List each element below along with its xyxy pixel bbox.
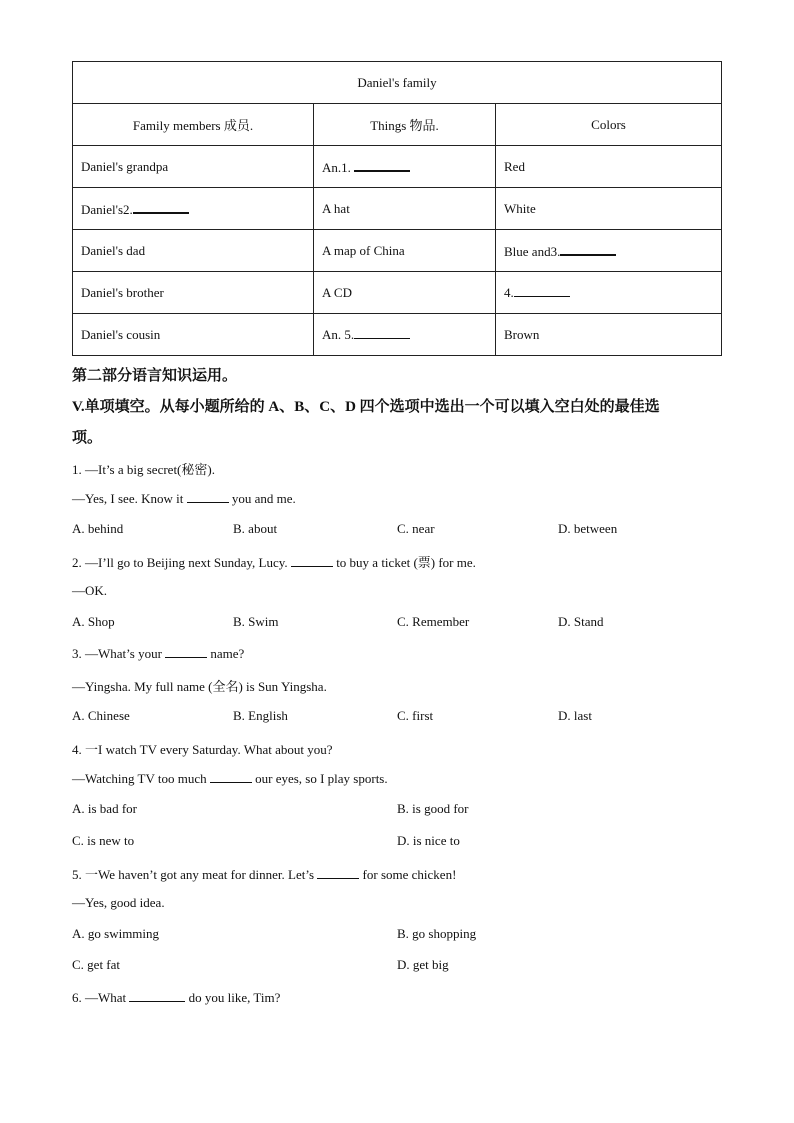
question-text: name?	[207, 646, 245, 661]
cell-member: Daniel's grandpa	[81, 158, 169, 174]
question-text: 1. —It’s a big secret(秘密).	[72, 462, 215, 477]
answer-option[interactable]: C. near	[397, 521, 435, 536]
question-line	[72, 645, 244, 662]
part-two-title: 第二部分语言知识运用。	[72, 368, 238, 384]
answer-blank[interactable]	[560, 242, 616, 256]
table-header-row	[73, 104, 722, 146]
answer-blank[interactable]	[514, 284, 570, 297]
question-text: —OK.	[72, 583, 108, 598]
answer-blank[interactable]	[165, 645, 207, 658]
answer-option[interactable]: D. get big	[397, 957, 449, 972]
answer-option[interactable]: A. go swimming	[72, 926, 160, 941]
answer-blank[interactable]	[354, 326, 410, 339]
question-text: do you like, Tim?	[185, 990, 281, 1005]
cell-member: Daniel's2.	[81, 201, 133, 217]
question-line	[72, 552, 476, 571]
table-row	[73, 146, 722, 188]
cell-member: Daniel's dad	[81, 242, 146, 258]
answer-blank[interactable]	[354, 158, 410, 172]
answer-option[interactable]: C. Remember	[397, 614, 470, 629]
question-text: our eyes, so I play sports.	[251, 771, 388, 786]
answer-option[interactable]: B. English	[233, 708, 288, 723]
cell-thing: A CD	[322, 284, 352, 300]
answer-option[interactable]: A. behind	[72, 521, 124, 536]
question-text: 3. —What’s your	[72, 646, 166, 661]
answer-option[interactable]: D. is nice to	[397, 833, 460, 848]
answer-option[interactable]: C. get fat	[72, 957, 121, 972]
table-title: Daniel's family	[73, 62, 722, 104]
cell-thing: An.1.	[322, 159, 351, 175]
answer-option[interactable]: D. between	[558, 521, 618, 536]
cell-color: Blue and3.	[504, 243, 561, 259]
question-line	[72, 490, 296, 507]
answer-option[interactable]: C. is new to	[72, 833, 135, 848]
question-text: for some chicken!	[359, 867, 457, 882]
answer-blank[interactable]	[291, 554, 333, 567]
cell-color: 4.	[504, 285, 514, 300]
cell-thing: A map of China	[322, 242, 405, 258]
answer-option[interactable]: B. go shopping	[397, 926, 477, 941]
answer-option[interactable]: A. is bad for	[72, 801, 137, 816]
family-table	[72, 61, 722, 356]
question-text: 4. 一I watch TV every Saturday. What about you?	[72, 742, 333, 757]
header-colors: Colors	[496, 104, 722, 146]
question-line	[72, 989, 280, 1006]
table-row	[73, 272, 722, 314]
question-text: —Yes, I see. Know it	[72, 491, 187, 506]
cell-color: Brown	[504, 326, 540, 342]
question-text: you and me.	[228, 491, 296, 506]
answer-blank[interactable]	[187, 490, 229, 503]
question-line	[72, 770, 388, 787]
answer-option[interactable]: B. is good for	[397, 801, 469, 816]
table-row	[73, 314, 722, 356]
cell-thing: A hat	[322, 200, 350, 216]
table-row	[73, 188, 722, 230]
question-line	[72, 739, 333, 758]
answer-blank[interactable]	[129, 989, 185, 1002]
answer-option[interactable]: C. first	[397, 708, 434, 723]
cell-member: Daniel's cousin	[81, 326, 161, 342]
answer-blank[interactable]	[317, 866, 359, 879]
answer-option[interactable]: A. Chinese	[72, 708, 130, 723]
question-line	[72, 459, 215, 478]
answer-option[interactable]: A. Shop	[72, 614, 115, 629]
question-text: —Yes, good idea.	[72, 895, 165, 910]
cell-member: Daniel's brother	[81, 284, 164, 300]
answer-option[interactable]: B. about	[233, 521, 278, 536]
header-family-members: Family members 成员.	[73, 104, 314, 146]
answer-option[interactable]: D. Stand	[558, 614, 604, 629]
question-text: —Yingsha. My full name (全名) is Sun Yingsha.	[72, 679, 327, 694]
question-text: 5. 一We haven’t got any meat for dinner. Let’s	[72, 867, 318, 882]
question-line	[72, 864, 456, 883]
cell-thing: An. 5.	[322, 327, 355, 342]
section-v-instructions-line1: V.单项填空。从每小题所给的 A、B、C、D 四个选项中选出一个可以填入空白处的最佳选	[72, 399, 660, 415]
answer-blank[interactable]	[133, 200, 189, 214]
question-text: —Watching TV too much	[72, 771, 210, 786]
answer-option[interactable]: B. Swim	[233, 614, 279, 629]
section-v-instructions-line2: 项。	[72, 430, 103, 446]
table-row	[73, 230, 722, 272]
cell-color: White	[504, 200, 536, 216]
answer-option[interactable]: D. last	[558, 708, 592, 723]
question-text: 6. —What	[72, 990, 130, 1005]
question-line	[72, 676, 327, 695]
question-text: 2. —I’ll go to Beijing next Sunday, Lucy.	[72, 555, 291, 570]
cell-color: Red	[504, 158, 525, 174]
question-line	[72, 895, 165, 911]
question-line	[72, 583, 107, 599]
question-text: to buy a ticket (票) for me.	[332, 555, 476, 570]
answer-blank[interactable]	[210, 770, 252, 783]
header-things: Things 物品.	[314, 104, 496, 146]
